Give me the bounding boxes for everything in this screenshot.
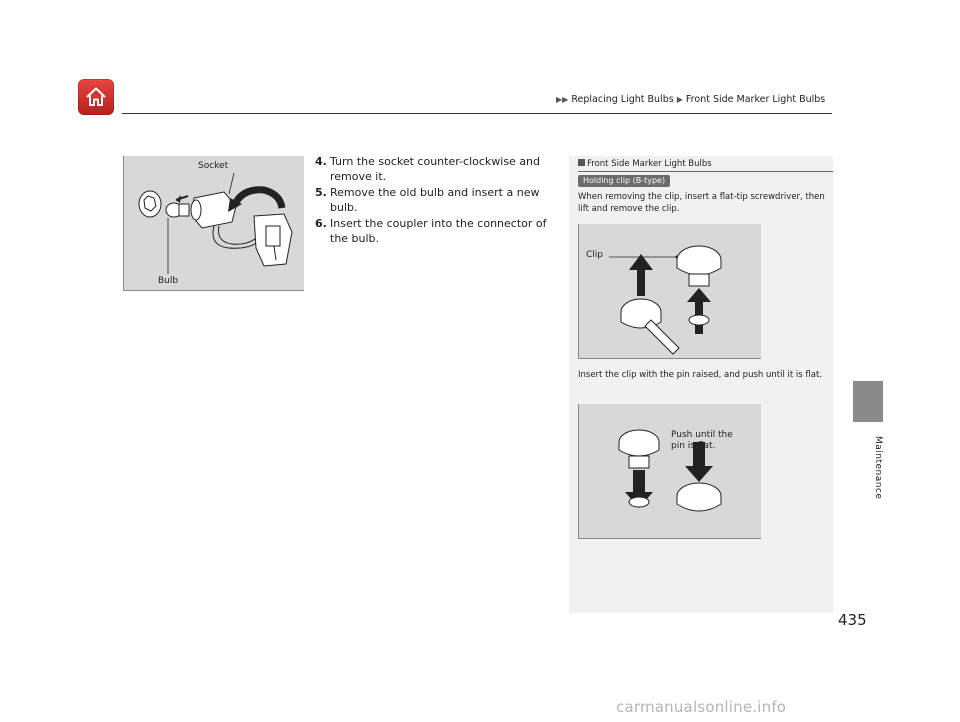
procedure-steps [315, 154, 555, 247]
page-number: 435 [838, 611, 867, 629]
clip-removal-text: When removing the clip, insert a flat-tip screwdriver, then lift and remove the clip. [578, 192, 825, 214]
watermark: carmanualsonline.info [616, 698, 787, 716]
step-number: 5. [315, 186, 327, 199]
home-button[interactable] [78, 79, 114, 115]
step-text: Turn the socket counter-clockwise and remove it. [330, 155, 541, 183]
socket-label: Socket [198, 161, 229, 171]
socket-bulb-illustration [123, 156, 304, 291]
clip-label: Clip [586, 250, 603, 260]
breadcrumb-item-replacing-light-bulbs[interactable]: Replacing Light Bulbs [571, 94, 674, 105]
side-tab-label [853, 428, 883, 508]
side-tab-label-text: Maintenance [873, 436, 883, 500]
notes-title-text: Front Side Marker Light Bulbs [587, 159, 712, 169]
header-divider [122, 113, 832, 114]
push-until-flat-label [671, 430, 733, 452]
push-label-line-2: pin is flat. [671, 441, 716, 451]
bulb-label: Bulb [158, 276, 179, 286]
step-6 [315, 216, 555, 246]
clip-install-illustration [578, 404, 761, 539]
reference-icon [578, 159, 585, 166]
step-text: Insert the coupler into the connector of the bulb. [330, 217, 547, 245]
clip-removal-illustration [578, 224, 761, 359]
step-5 [315, 185, 555, 215]
clip-install-drawing [579, 404, 761, 538]
step-4 [315, 154, 555, 184]
breadcrumb-arrow-icon: ▶▶ [556, 95, 569, 104]
breadcrumb-item-front-side-marker[interactable]: Front Side Marker Light Bulbs [685, 94, 826, 105]
step-number: 4. [315, 155, 327, 168]
notes-title[interactable] [578, 159, 712, 169]
clip-removal-drawing [579, 224, 761, 358]
holding-clip-badge: Holding clip (B-type) [578, 175, 670, 187]
side-tab-marker[interactable] [853, 381, 883, 422]
clip-install-text: Insert the clip with the pin raised, and push until it is flat. [578, 370, 822, 380]
notes-divider [578, 171, 833, 172]
breadcrumb-arrow-icon: ▶ [676, 95, 683, 104]
breadcrumb [556, 94, 825, 105]
step-number: 6. [315, 217, 327, 230]
socket-bulb-drawing [124, 156, 304, 290]
step-text: Remove the old bulb and insert a new bulb. [330, 186, 540, 214]
home-icon [84, 85, 108, 109]
push-label-line-1: Push until the [671, 430, 733, 440]
